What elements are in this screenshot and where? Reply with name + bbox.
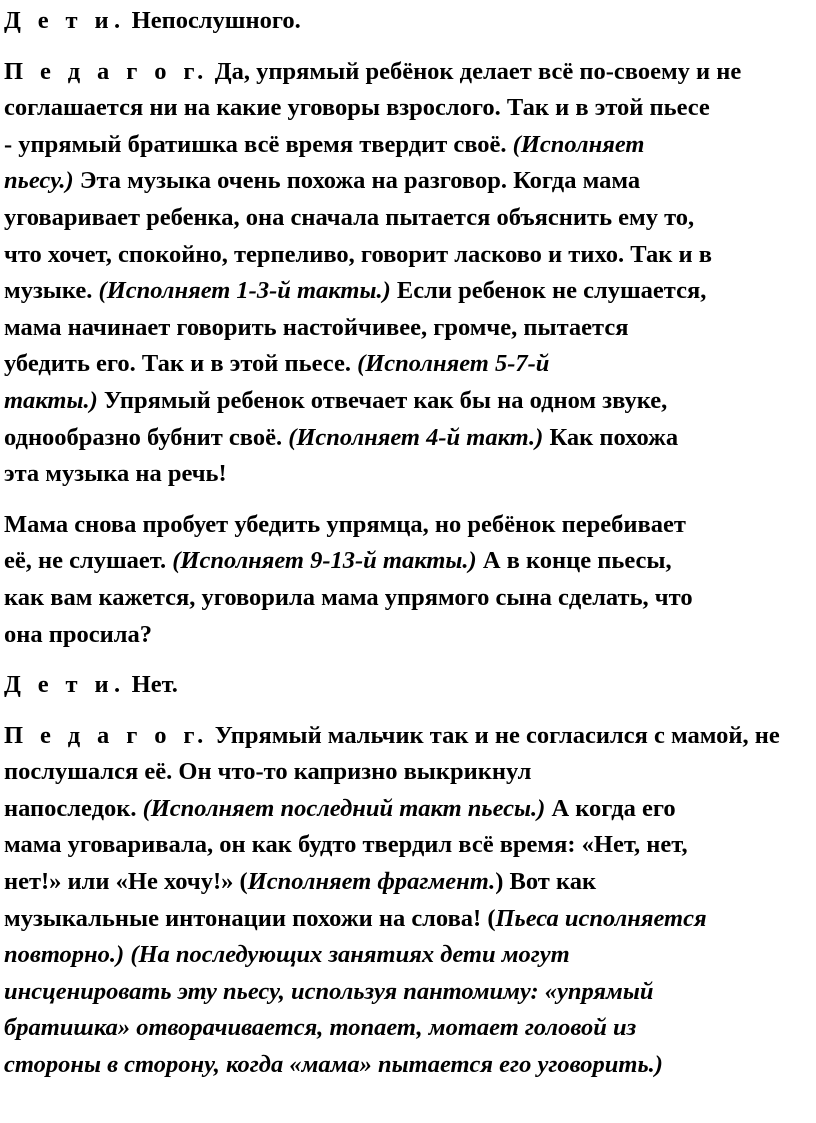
text-line: [4, 346, 810, 383]
dialogue-text: соглашается ни на какие уговоры взрослого. Так и в этой пьесе: [4, 94, 710, 122]
stage-direction: (Исполняет: [512, 130, 645, 158]
text-line: [4, 163, 810, 200]
dialogue-text: напоследок.: [4, 794, 143, 822]
dialogue-text: Упрямый мальчик так и не согласился с мамой, не: [208, 721, 780, 749]
dialogue-text: однообразно бубнит своё.: [4, 423, 289, 451]
stage-direction: такты.): [4, 386, 98, 414]
stage-direction: Исполняет фрагмент.: [247, 868, 496, 896]
text-line: [4, 420, 810, 457]
dialogue-text: Нет.: [125, 671, 178, 699]
dialogue-text: Мама снова пробует убедить упрямца, но ребёнок перебивает: [4, 510, 686, 538]
text-line: [4, 54, 810, 91]
speaker-label: Д е т и.: [4, 671, 126, 699]
text-line: [4, 456, 810, 493]
text-line: [4, 237, 810, 274]
text-line: [4, 127, 810, 164]
stage-direction: (Исполняет 9-13-й такты.): [172, 547, 477, 575]
stage-direction: (Исполняет 5-7-й: [357, 350, 550, 378]
dialogue-text: А в конце пьесы,: [476, 547, 672, 575]
text-line: [4, 1010, 810, 1047]
text-line: [4, 273, 810, 310]
stage-direction: (Исполняет 4-й такт.): [288, 423, 544, 451]
text-line: [4, 901, 810, 938]
dialogue-text: музыке.: [4, 277, 99, 305]
dialogue-text: Упрямый ребенок отвечает как бы на одном звуке,: [97, 386, 668, 414]
text-line: [4, 617, 810, 654]
stage-direction: инсценировать эту пьесу, используя пантомиму: «упрямый: [4, 977, 654, 1005]
speaker-label: П е д а г о г.: [4, 721, 209, 749]
text-line: [4, 383, 810, 420]
dialogue-text: Непослушного.: [125, 7, 301, 34]
text-line: [4, 580, 810, 617]
dialogue-text: музыкальные интонации похожи на слова! (: [4, 904, 496, 932]
stage-direction: Пьеса исполняется: [495, 904, 707, 932]
dialogue-text: - упрямый братишка всё время твердит своё.: [4, 130, 513, 158]
text-line: [4, 3, 810, 40]
text-line: [4, 200, 810, 237]
text-line: [4, 1047, 810, 1084]
dialogue-text: Да, упрямый ребёнок делает всё по-своему и не: [208, 57, 742, 85]
dialogue-text: нет!» или «Не хочу!» (: [4, 868, 248, 896]
dialogue-text: послушался её. Он что-то капризно выкрикнул: [4, 758, 532, 786]
stage-direction: пьесу.): [4, 167, 74, 195]
text-line: [4, 864, 810, 901]
dialogue-text: как вам кажется, уговорила мама упрямого сына сделать, что: [4, 583, 693, 611]
text-line: [4, 90, 810, 127]
dialogue-text: ) Вот как: [495, 868, 597, 896]
dialogue-text: Если ребенок не слушается,: [390, 277, 707, 305]
dialogue-text: А когда его: [545, 794, 676, 822]
paragraph: [4, 667, 810, 704]
dialogue-text: убедить его. Так и в этой пьесе.: [4, 350, 358, 378]
dialogue-text: уговаривает ребенка, она сначала пытается объяснить ему то,: [4, 203, 695, 231]
stage-direction: братишка» отворачивается, топает, мотает головой из: [4, 1014, 637, 1042]
paragraph: [4, 54, 810, 493]
dialogue-text: что хочет, спокойно, терпеливо, говорит ласково и тихо. Так и в: [4, 240, 712, 268]
dialogue-text: Как похожа: [543, 423, 679, 451]
dialogue-text: мама уговаривала, он как будто твердил всё время: «Нет, нет,: [4, 831, 688, 859]
text-line: [4, 718, 810, 755]
paragraph: [4, 3, 810, 40]
stage-direction: повторно.) (На последующих занятиях дети могут: [4, 941, 570, 969]
text-line: [4, 507, 810, 544]
text-line: [4, 667, 810, 704]
stage-direction: стороны в сторону, когда «мама» пытается его уговорить.): [4, 1051, 663, 1079]
text-line: [4, 937, 810, 974]
dialogue-text: она просила?: [4, 620, 152, 648]
text-line: [4, 310, 810, 347]
text-line: [4, 543, 810, 580]
paragraph: [4, 507, 810, 653]
text-line: [4, 754, 810, 791]
dialogue-text: Эта музыка очень похожа на разговор. Когда мама: [73, 167, 641, 195]
stage-direction: (Исполняет 1-3-й такты.): [98, 277, 391, 305]
text-line: [4, 974, 810, 1011]
paragraph: [4, 718, 810, 1084]
speaker-label: П е д а г о г.: [4, 57, 209, 85]
dialogue-text: её, не слушает.: [4, 547, 173, 575]
stage-direction: (Исполняет последний такт пьесы.): [142, 794, 546, 822]
dialogue-text: эта музыка на речь!: [4, 460, 227, 488]
speaker-label: Д е т и.: [4, 7, 126, 34]
dialogue-text: мама начинает говорить настойчивее, громче, пытается: [4, 313, 629, 341]
text-line: [4, 791, 810, 828]
text-line: [4, 827, 810, 864]
